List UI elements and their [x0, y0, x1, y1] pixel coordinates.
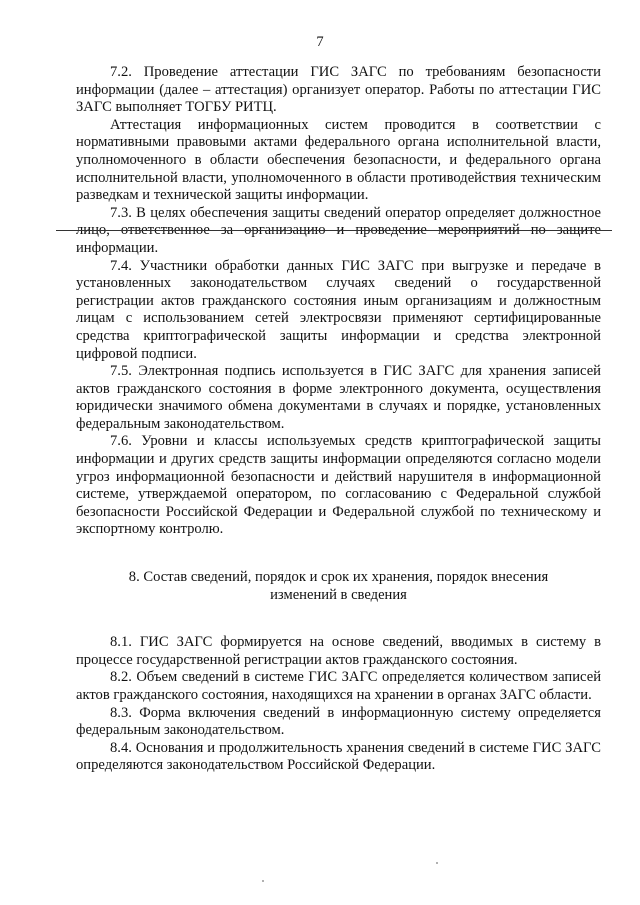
page-number: 7: [316, 34, 324, 50]
scan-speck: [436, 862, 438, 864]
scan-speck: [262, 880, 264, 882]
paragraph-7-3: 7.3. В целях обеспечения защиты сведений оператор определяет должностное лицо, ответственное за организацию и проведение мероприятий по защите информации.: [76, 204, 601, 256]
section-8-heading: [76, 569, 601, 604]
paragraph-8-4: 8.4. Основания и продолжительность хранения сведений в системе ГИС ЗАГС определяются законодательством Российской Федерации.: [76, 739, 601, 774]
section-8-heading-line-2: изменений в сведения: [270, 586, 407, 603]
paragraph-7-4: 7.4. Участники обработки данных ГИС ЗАГС при выгрузке и передаче в установленных законодательством случаях сведений о государственной регистрации актов гражданского состояния иным организациям и должностным лицам с использованием сетей электросвязи применяют сертифицированные средства криптографической защиты информации и средства электронной цифровой подписи.: [76, 257, 601, 362]
paragraph-7-6: 7.6. Уровни и классы используемых средств криптографической защиты информации и других средств защиты информации определяются согласно модели угроз информационной безопасности и действий нарушителя в информационной системе, утверждаемой оператором, по согласованию с Федеральной службой безопасности Российской Федерации и Федеральной службой по техническому и экспортному контролю.: [76, 433, 601, 538]
paragraph-8-1: 8.1. ГИС ЗАГС формируется на основе сведений, вводимых в систему в процессе государственной регистрации актов гражданского состояния.: [76, 634, 601, 668]
document-body: [76, 64, 601, 775]
section-8-heading-line-1: 8. Состав сведений, порядок и срок их хранения, порядок внесения: [128, 569, 549, 586]
paragraph-7-5: 7.5. Электронная подпись используется в ГИС ЗАГС для хранения записей актов гражданского состояния в форме электронного документа, осуществления юридически значимого обмена документами в случаях и порядке, установленных федеральным законодательством.: [76, 363, 601, 432]
paragraph-8-2: 8.2. Объем сведений в системе ГИС ЗАГС определяется количеством записей актов гражданского состояния, находящихся на хранении в органах ЗАГС области.: [76, 669, 601, 703]
paragraph-8-3: 8.3. Форма включения сведений в информационную систему определяется федеральным законодательством.: [76, 704, 601, 739]
paragraph-7-2: 7.2. Проведение аттестации ГИС ЗАГС по требованиям безопасности информации (далее – аттестация) организует оператор. Работы по аттестации ГИС ЗАГС выполняет ТОГБУ РИТЦ.: [76, 64, 601, 116]
scan-strike-line: [56, 230, 612, 231]
paragraph-attestation: Аттестация информационных систем проводится в соответствии с нормативными правовыми актами федерального органа исполнительной власти, уполномоченного в области обеспечения безопасности, и федерального органа исполнительной власти, уполномоченного в области противодействия техническим разведкам и технической защиты информации.: [76, 116, 601, 204]
